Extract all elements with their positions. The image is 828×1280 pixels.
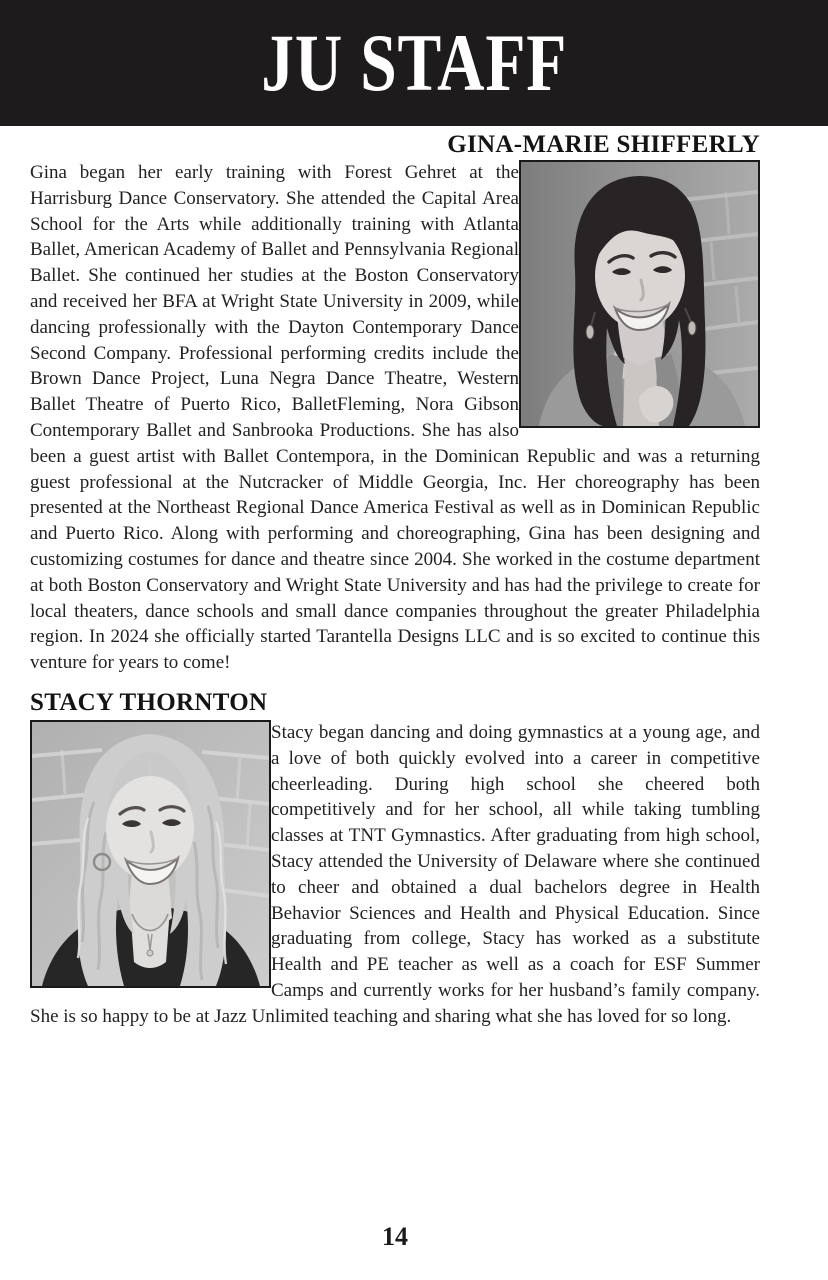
portrait-woman-blonde-wavy-icon — [32, 722, 269, 986]
staff-bio-text-stacy: Stacy began dancing and doing gymnastics at a young age, and a love of both quickly evolved into a career in competitive cheerleading. During high school she cheered both competitively and for her school, all while taking tumbling classes at TNT Gymnastics. After graduating from high school, Stacy attended the University of Delaware where she continued to cheer and obtained a dual bachelors degree in Health Behavior Sciences and Health and Physical Education. Since graduating from college, Stacy has worked as a substitute Health and PE teacher as well as a coach for ESF Summer Camps and currently works for her husband’s family company. She is so happy to be at Jazz Unlimited teaching and sharing what she has loved for so long. — [30, 721, 760, 1027]
bio-body-gina — [30, 160, 760, 676]
staff-name-heading-gina: GINA-MARIE SHIFFERLY — [447, 131, 760, 158]
stacy-thornton-photo — [30, 720, 271, 988]
page-header-banner — [0, 0, 828, 126]
staff-name-heading-stacy: STACY THORNTON — [30, 688, 268, 716]
staff-bio-stacy-thornton — [30, 690, 760, 1030]
page-footer — [30, 1222, 760, 1252]
bio-body-stacy — [30, 720, 760, 1030]
page-title: JU STAFF — [261, 17, 567, 108]
gina-marie-shifferly-photo — [519, 160, 760, 428]
page-content — [0, 126, 828, 1030]
portrait-woman-dark-bob-icon — [521, 162, 758, 426]
staff-bio-gina-marie-shifferly — [30, 132, 760, 676]
staff-bio-text-gina: Gina began her early training with Forest Gehret at the Harrisburg Dance Conservatory. She attended the Capital Area School for the Arts while additionally training with Atlanta Ballet, American Academy of Ballet and Pennsylvania Regional Ballet. She continued her studies at the Boston Conservatory and received her BFA at Wright State University in 2009, while dancing professionally with the Dayton Contemporary Dance Second Company. Professional performing credits include the Brown Dance Project, Luna Negra Dance Theatre, Western Ballet Theatre of Puerto Rico, BalletFleming, Nora Gibson Contemporary Ballet and Sanbrooka Productions. She has also been a guest artist with Ballet Contempora, in the Dominican Republic and was a returning guest professional at the Nutcracker of Middle Georgia, Inc. Her choreography has been presented at the Northeast Regional Dance America Festival as well as in Dominican Republic and Puerto Rico. Along with performing and choreographing, Gina has been designing and customizing costumes for dance and theatre since 2004. She worked in the costume department at both Boston Conservatory and Wright State University and has had the privilege to create for local theaters, dance schools and small dance companies throughout the greater Philadelphia region. In 2024 she officially started Tarantella Designs LLC and is so excited to continue this venture for years to come! — [30, 162, 760, 674]
page-number: 14 — [382, 1222, 408, 1251]
